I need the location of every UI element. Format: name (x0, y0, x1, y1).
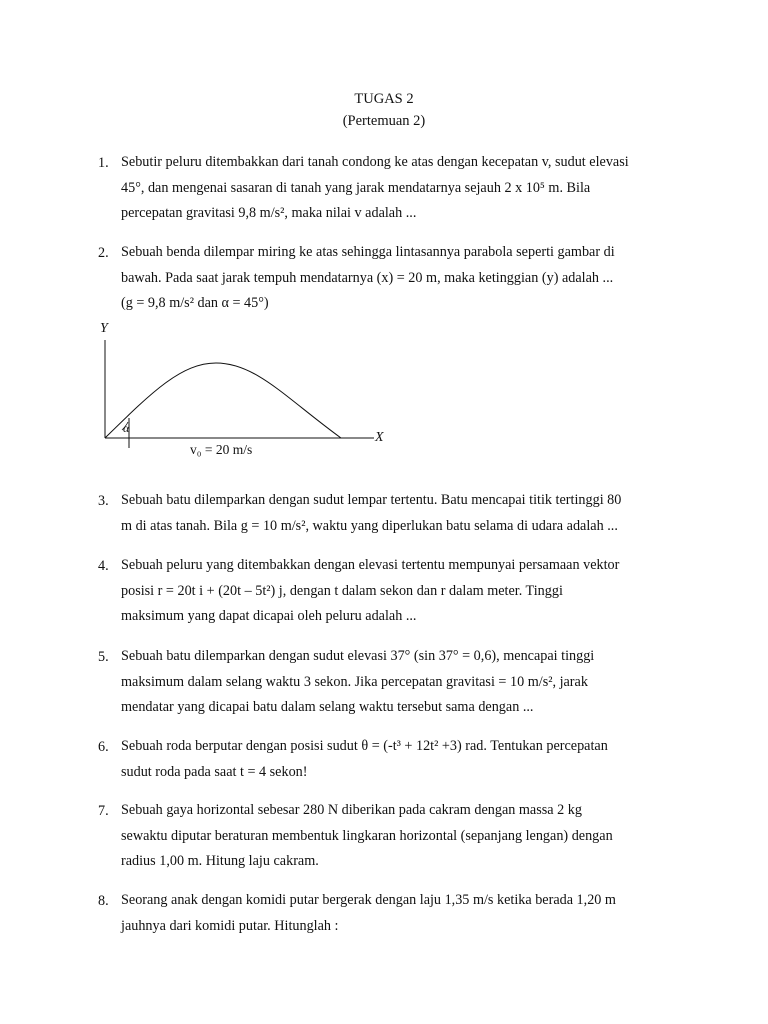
page-subtitle: (Pertemuan 2) (342, 113, 426, 129)
question-line: Sebuah batu dilemparkan dengan sudut elevasi 37° (sin 37° = 0,6), mencapai tinggi (121, 648, 595, 664)
question-line: Sebuah roda berputar dengan posisi sudut θ = (-t³ + 12t² +3) rad. Tentukan percepatan (121, 738, 608, 754)
x-axis-label: X (375, 430, 384, 445)
question-line: (g = 9,8 m/s² dan α = 45°) (121, 295, 269, 311)
question-number: 7. (98, 803, 109, 819)
question-line: m di atas tanah. Bila g = 10 m/s², waktu yang diperlukan batu selama di udara adalah ... (121, 517, 618, 534)
question-number: 5. (98, 649, 109, 665)
page-title: TUGAS 2 (354, 91, 414, 107)
question-line: bawah. Pada saat jarak tempuh mendatarnya (x) = 20 m, maka ketinggian (y) adalah ... (121, 269, 614, 286)
question-text (121, 644, 675, 721)
y-axis-label: Y (100, 321, 108, 336)
question-text (121, 798, 675, 875)
question-number: 6. (98, 739, 109, 755)
question-number: 4. (98, 558, 109, 574)
question-line: percepatan gravitasi 9,8 m/s², maka nilai v adalah ... (121, 205, 417, 221)
question-line: mendatar yang dicapai batu dalam selang waktu tersebut sama dengan ... (121, 699, 534, 715)
question-number: 8. (98, 893, 109, 909)
question-line: radius 1,00 m. Hitung laju cakram. (121, 853, 319, 869)
trajectory-figure (96, 318, 396, 463)
question-line: maksimum yang dapat dicapai oleh peluru adalah ... (121, 608, 417, 624)
question-text (121, 888, 675, 939)
title-block (0, 88, 768, 132)
question-line: posisi r = 20t i + (20t – 5t²) j, dengan t dalam sekon dan r dalam meter. Tinggi (121, 582, 563, 599)
question-text (121, 240, 675, 317)
question-line: Sebuah gaya horizontal sebesar 280 N diberikan pada cakram dengan massa 2 kg (121, 802, 582, 818)
question-line: Sebutir peluru ditembakkan dari tanah condong ke atas dengan kecepatan v, sudut elevasi (121, 154, 629, 170)
question-text (121, 734, 675, 785)
question-line: jauhnya dari komidi putar. Hitunglah : (121, 917, 339, 934)
question-line: Sebuah benda dilempar miring ke atas sehingga lintasannya parabola seperti gambar di (121, 244, 615, 260)
question-text (121, 488, 675, 539)
question-line: Sebuah batu dilemparkan dengan sudut lempar tertentu. Batu mencapai titik tertinggi 80 (121, 492, 622, 508)
question-line: Seorang anak dengan komidi putar bergerak dengan laju 1,35 m/s ketika berada 1,20 m (121, 892, 616, 908)
angle-label: α (123, 421, 130, 435)
question-line: sewaktu diputar beraturan membentuk lingkaran horizontal (sepanjang lengan) dengan (121, 827, 613, 844)
question-line: sudut roda pada saat t = 4 sekon! (121, 763, 308, 780)
initial-velocity-label: v₀ = 20 m/s (190, 442, 253, 457)
question-text (121, 150, 675, 227)
question-line: Sebuah peluru yang ditembakkan dengan elevasi tertentu mempunyai persamaan vektor (121, 557, 620, 573)
question-number: 3. (98, 493, 109, 509)
parabolic-trajectory (105, 363, 341, 438)
question-line: 45°, dan mengenai sasaran di tanah yang jarak mendatarnya sejauh 2 x 10⁵ m. Bila (121, 179, 591, 196)
question-number: 1. (98, 155, 109, 171)
question-line: maksimum dalam selang waktu 3 sekon. Jika percepatan gravitasi = 10 m/s², jarak (121, 673, 588, 690)
question-number: 2. (98, 245, 109, 261)
question-text (121, 553, 675, 630)
